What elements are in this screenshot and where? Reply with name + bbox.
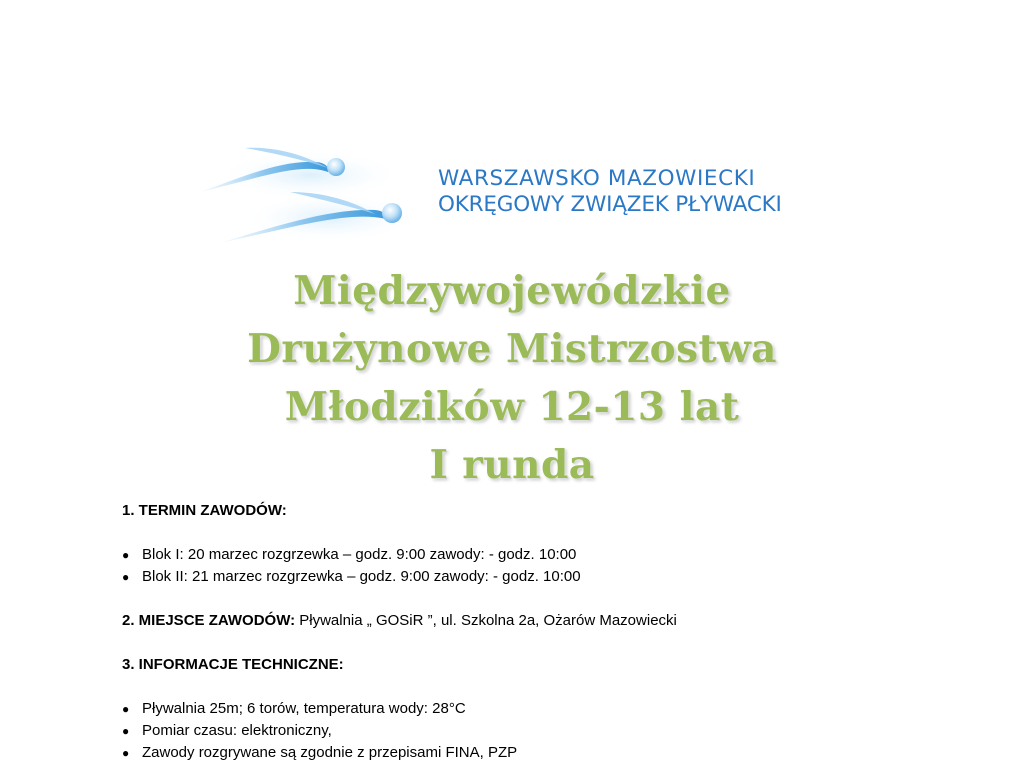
list-item-text: Pomiar czasu: elektroniczny, <box>142 722 332 739</box>
section-text-miejsce: Pływalnia „ GOSiR ”, ul. Szkolna 2a, Ożarów Mazowiecki <box>295 612 677 629</box>
section-miejsce <box>122 610 922 632</box>
title-line-4: I runda <box>429 442 595 488</box>
title-line-2: Drużynowe Mistrzostwa <box>247 326 777 372</box>
section-heading-miejsce: 2. MIEJSCE ZAWODÓW: <box>122 612 296 629</box>
bullet-icon: ● <box>122 702 130 716</box>
page-title <box>0 262 1024 494</box>
list-item-text: Pływalnia 25m; 6 torów, temperatura wody: 28°C <box>142 700 466 717</box>
list-item <box>122 698 922 720</box>
logo-line-1: WARSZAWSKO MAZOWIECKI <box>438 166 756 191</box>
list-item <box>122 566 922 588</box>
list-item-text: Blok I: 20 marzec rozgrzewka – godz. 9:00 zawody: - godz. 10:00 <box>142 546 577 563</box>
bullet-icon: ● <box>122 746 130 760</box>
list-item <box>122 742 922 764</box>
title-line-3: Młodzików 12-13 lat <box>284 384 740 430</box>
bullet-icon: ● <box>122 570 130 584</box>
list-item-text: Zawody rozgrywane są zgodnie z przepisami FINA, PZP <box>142 744 518 761</box>
logo-text <box>438 166 782 218</box>
wmozp-logo <box>200 140 820 250</box>
swimmer-logo-icon <box>200 140 415 250</box>
list-item <box>122 544 922 566</box>
section-heading-informacje: 3. INFORMACJE TECHNICZNE: <box>122 656 344 673</box>
list-item-text: Blok II: 21 marzec rozgrzewka – godz. 9:00 zawody: - godz. 10:00 <box>142 568 581 585</box>
bullet-icon: ● <box>122 548 130 562</box>
title-line-1: Międzywojewódzkie <box>293 268 731 314</box>
bullet-icon: ● <box>122 724 130 738</box>
logo-line-2: OKRĘGOWY ZWIĄZEK PŁYWACKI <box>438 192 782 217</box>
section-heading-termin: 1. TERMIN ZAWODÓW: <box>122 502 287 519</box>
document-body <box>122 500 922 764</box>
list-item <box>122 720 922 742</box>
